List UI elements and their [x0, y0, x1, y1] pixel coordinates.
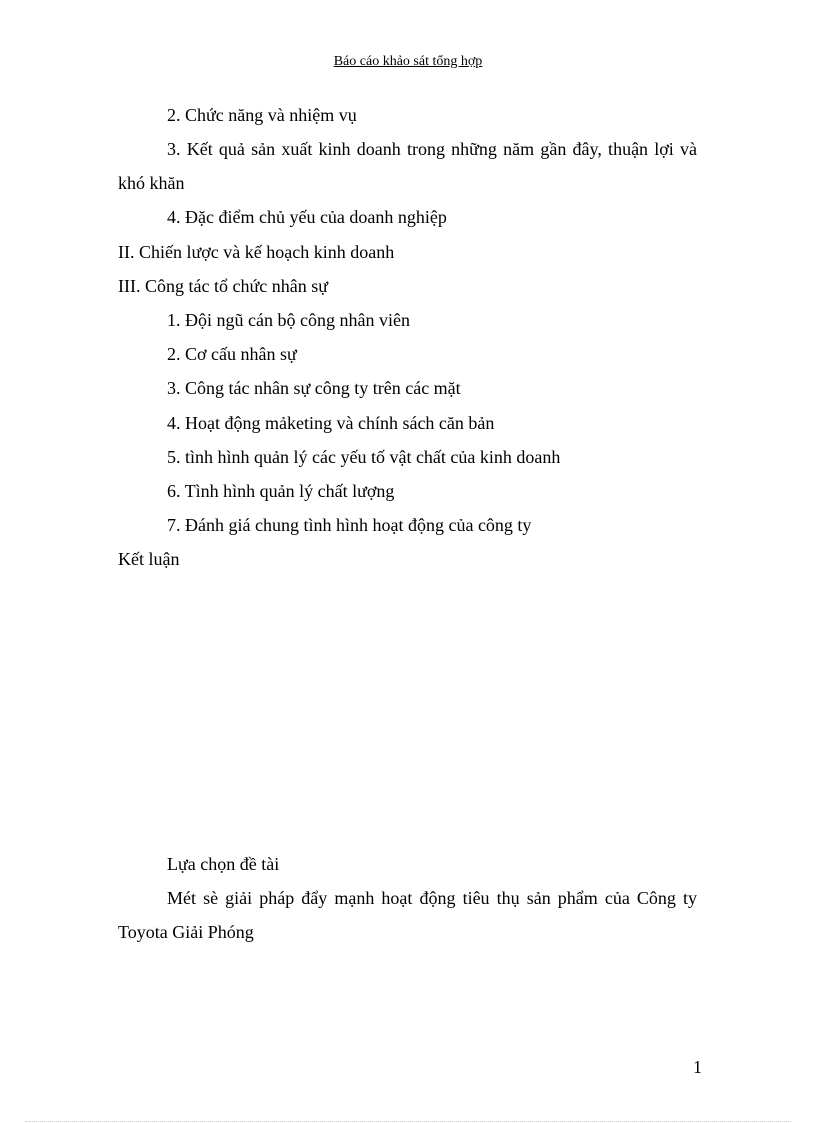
toc-sub-2: 2. Cơ cấu nhân sự [167, 344, 297, 364]
toc-sub-7: 7. Đánh giá chung tình hình hoạt động của công ty [167, 515, 532, 535]
header-title: Báo cáo khảo sát tổng hợp [333, 54, 483, 69]
page-number: 1 [693, 1057, 702, 1077]
page-header [0, 53, 816, 71]
toc-item-4: 4. Đặc điểm chủ yếu của doanh nghiệp [167, 207, 447, 227]
toc-sub-5: 5. tình hình quản lý các yếu tố vật chất của kinh doanh [167, 447, 561, 467]
toc-section-2: II. Chiến lược và kế hoạch kinh doanh [118, 242, 395, 262]
toc-sub-6: 6. Tình hình quản lý chất lượng [167, 481, 395, 501]
topic-line1: Mét sè giải pháp đẩy mạnh hoạt động tiêu thụ sản phẩm của Công ty [167, 888, 697, 908]
toc-sub-4: 4. Hoạt động mảketing và chính sách căn bản [167, 413, 495, 433]
toc-conclusion: Kết luận [118, 549, 180, 569]
toc-sub-1: 1. Đội ngũ cán bộ công nhân viên [167, 310, 410, 330]
page-bottom-divider [25, 1121, 791, 1122]
toc-item-3-line2: khó khăn [118, 173, 185, 193]
topic-label: Lựa chọn đề tài [167, 854, 280, 874]
toc-sub-3: 3. Công tác nhân sự công ty trên các mặt [167, 378, 461, 398]
toc-item-2: 2. Chức năng và nhiệm vụ [167, 105, 357, 125]
toc-section-3: III. Công tác tổ chức nhân sự [118, 276, 328, 296]
toc-item-3-line1: 3. Kết quả sản xuất kinh doanh trong những năm gần đây, thuận lợi và [167, 139, 697, 159]
topic-line2: Toyota Giải Phóng [118, 922, 254, 942]
